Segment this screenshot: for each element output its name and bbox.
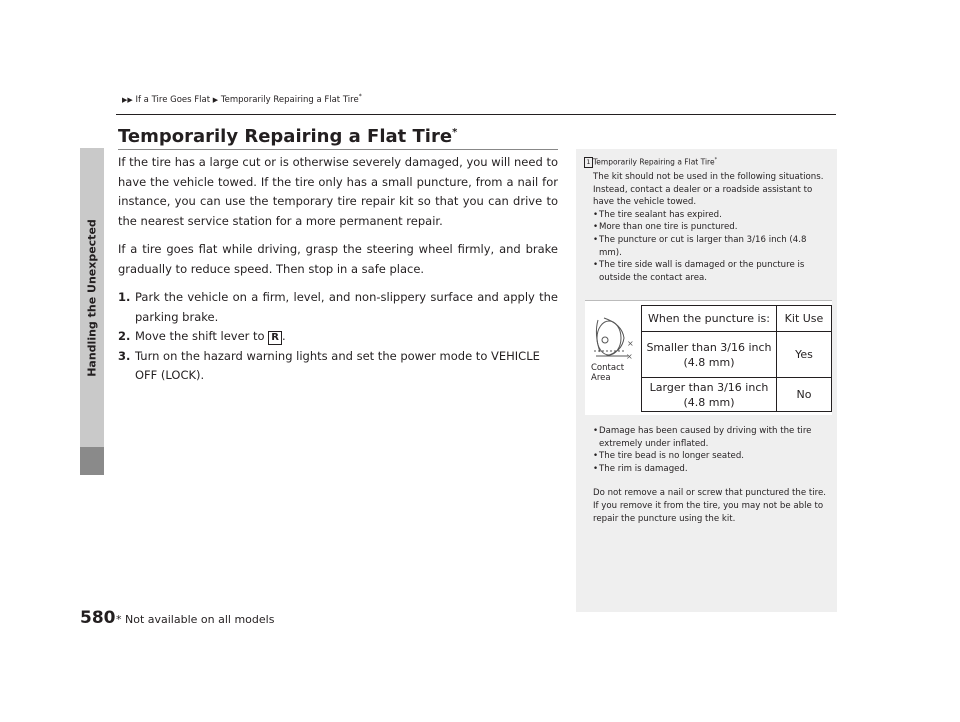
contact-area-label [591, 363, 624, 383]
step-text: Park the vehicle on a firm, level, and non-slippery surface and apply the parking brake. [135, 290, 558, 324]
main-body [118, 153, 558, 386]
side-tab-marker [80, 447, 104, 475]
breadcrumb [122, 93, 362, 105]
svg-text:×: × [626, 352, 633, 361]
side-tab-label: Handling the Unexpected [85, 219, 99, 377]
table-header-cell: Kit Use [777, 306, 832, 332]
svg-text:×: × [627, 339, 634, 348]
step-item [118, 288, 558, 327]
note-number: 1 [584, 157, 593, 168]
contact-label-line1: Contact [591, 363, 625, 373]
table-cell-line: (4.8 mm) [683, 395, 735, 409]
page-title-text: Temporarily Repairing a Flat Tire [118, 126, 453, 147]
table-cell-line: Smaller than 3/16 inch [646, 340, 772, 354]
note-tail [593, 425, 830, 525]
note-bullet-text: The tire sealant has expired. [599, 209, 722, 220]
note-bullet-text: Damage has been caused by driving with the tire extremely under inflated. [599, 426, 812, 449]
breadcrumb-current: Temporarily Repairing a Flat Tire [220, 94, 359, 105]
step-text-after: . [281, 329, 286, 343]
breadcrumb-parent[interactable]: If a Tire Goes Flat [135, 94, 211, 105]
chevron-right-icon: ▶▶ [122, 95, 133, 104]
table-cell: Yes [777, 332, 832, 378]
note-bullet: • The tire sealant has expired. [593, 209, 722, 220]
note-bullet-text: The rim is damaged. [599, 463, 688, 474]
note-bullet: • Damage has been caused by driving with the tire extremely under inflated. [593, 425, 830, 450]
note-closing: Do not remove a nail or screw that punctured the tire. If you remove it from the tire, you may not be able to repair the puncture using the kit. [593, 488, 826, 524]
step-number: 1. [118, 290, 131, 304]
breadcrumb-mark: * [358, 93, 362, 100]
body-paragraph: If a tire goes flat while driving, grasp the steering wheel firmly, and brake gradually to reduce speed. Then stop in a safe place. [118, 242, 558, 276]
note-header-mark: * [714, 157, 718, 163]
page-title-mark: * [452, 127, 458, 138]
body-paragraph: If the tire has a large cut or is otherwise severely damaged, you will need to have the vehicle towed. If the tire only has a small puncture, from a nail for instance, you can use the temporary tire repair kit so that you can drive to the nearest service station for a more permanent repair. [118, 155, 558, 228]
footnote: * Not available on all models [116, 613, 275, 626]
table-header-cell: When the puncture is: [642, 306, 777, 332]
note-bullet-text: More than one tire is punctured. [599, 222, 738, 233]
note-bullet-text: The tire bead is no longer seated. [599, 451, 745, 462]
table-cell-line: Larger than 3/16 inch [649, 380, 769, 394]
step-number: 2. [118, 329, 131, 343]
puncture-table [641, 305, 832, 412]
step-text: Turn on the hazard warning lights and set the power mode to VEHICLE OFF (LOCK). [135, 348, 540, 382]
note-intro: The kit should not be used in the following situations. Instead, contact a dealer or a roadside assistant to have the vehicle towed. [593, 172, 824, 208]
note-header [584, 157, 717, 168]
step-item [118, 327, 558, 347]
page-title [118, 126, 457, 147]
table-row [642, 332, 832, 378]
title-rule [118, 149, 558, 150]
table-cell [642, 378, 777, 412]
table-cell [642, 332, 777, 378]
step-item [118, 347, 558, 386]
page-number: 580 [80, 608, 116, 628]
note-bullet: • The puncture or cut is larger than 3/16 inch (4.8 mm). [593, 234, 830, 259]
note-body [593, 171, 830, 284]
header-rule [116, 114, 836, 115]
note-bullet: • The rim is damaged. [593, 463, 688, 474]
step-text [135, 327, 286, 347]
note-bullet: • The tire bead is no longer seated. [593, 451, 745, 462]
table-header-row [642, 306, 832, 332]
table-row [642, 378, 832, 412]
side-tab-label-wrap [80, 148, 104, 448]
note-bullet-text: The puncture or cut is larger than 3/16 inch (4.8 mm). [599, 234, 807, 258]
note-bullet-text: The tire side wall is damaged or the puncture is outside the contact area. [599, 260, 805, 283]
contact-label-line2: Area [591, 373, 611, 383]
note-bullet: • More than one tire is punctured. [593, 222, 738, 233]
table-cell: No [777, 378, 832, 412]
step-number: 3. [118, 348, 131, 363]
step-text-before: Move the shift lever to [135, 329, 265, 343]
note-header-text: Temporarily Repairing a Flat Tire [593, 157, 715, 167]
shift-r-key-icon: R [268, 331, 282, 345]
chevron-right-icon: ▶ [212, 95, 219, 104]
table-cell-line: (4.8 mm) [683, 355, 735, 369]
tire-contact-icon [588, 312, 638, 364]
note-bullet: • The tire side wall is damaged or the puncture is outside the contact area. [593, 259, 830, 284]
